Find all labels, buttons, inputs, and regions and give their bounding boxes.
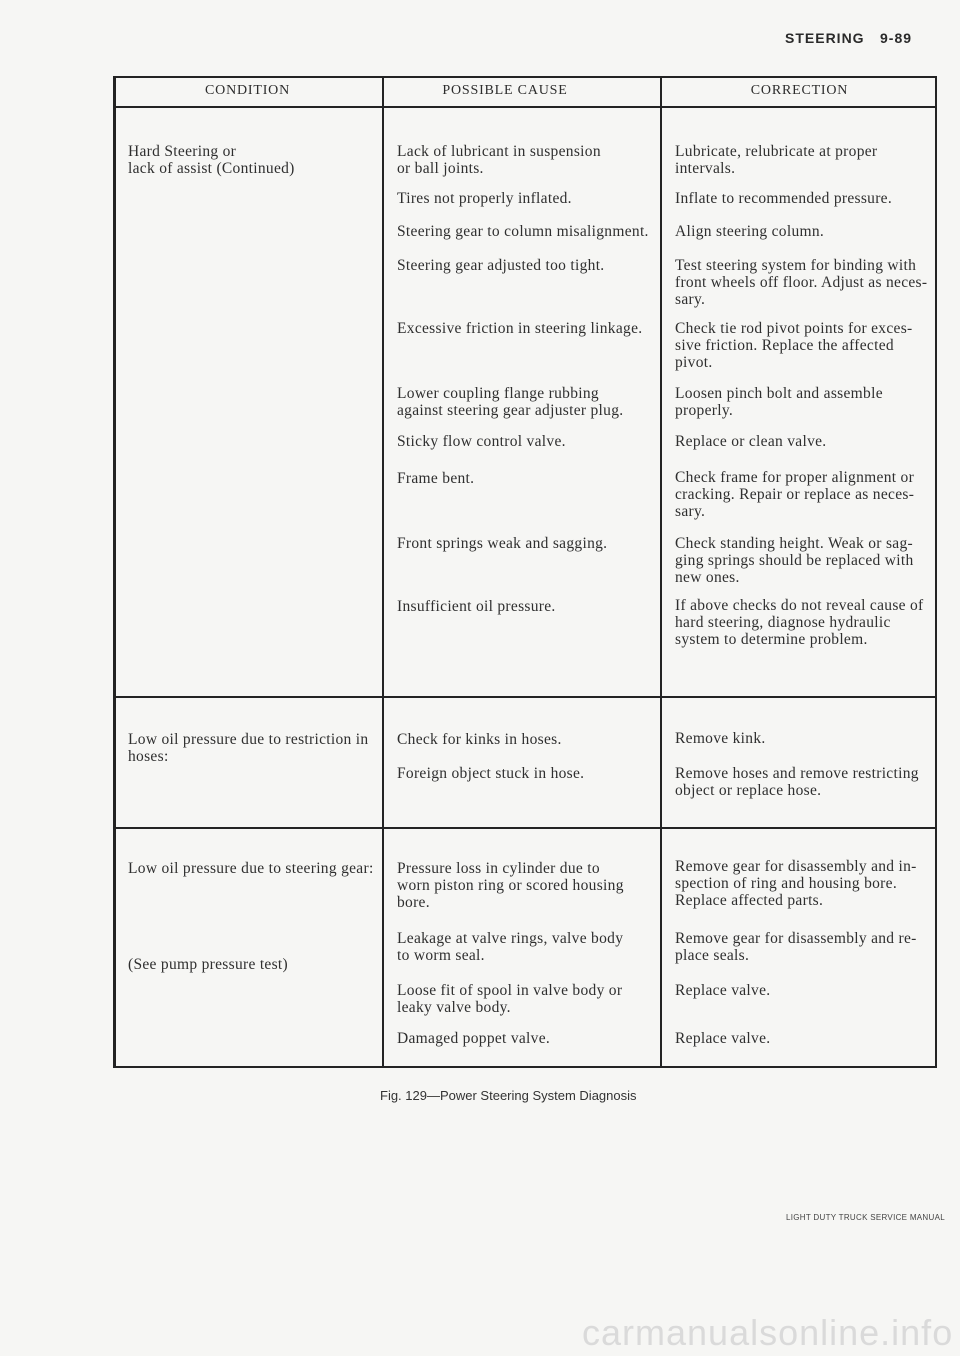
correction-text: Replace or clean valve. — [675, 433, 827, 450]
correction-text: Check standing height. Weak or sag- ging springs should be replaced with new ones. — [675, 535, 914, 586]
condition-text: Low oil pressure due to steering gear: — [128, 860, 374, 877]
cause-text: Steering gear adjusted too tight. — [397, 257, 605, 274]
correction-text: Check frame for proper alignment or cracking. Repair or replace as neces- sary. — [675, 469, 915, 520]
cause-text: Lower coupling flange rubbing against steering gear adjuster plug. — [397, 385, 624, 419]
cause-text: Insufficient oil pressure. — [397, 598, 556, 615]
correction-text: Test steering system for binding with front wheels off floor. Adjust as neces- sary. — [675, 257, 928, 308]
cause-text: Frame bent. — [397, 470, 475, 487]
page-number: 9-89 — [880, 30, 913, 46]
cause-text: Foreign object stuck in hose. — [397, 765, 585, 782]
cause-text: Loose fit of spool in valve body or leaky valve body. — [397, 982, 623, 1016]
correction-text: Check tie rod pivot points for exces- sive friction. Replace the affected pivot. — [675, 320, 913, 371]
section-divider — [113, 696, 937, 698]
condition-note: (See pump pressure test) — [128, 956, 289, 973]
header-correction: CORRECTION — [750, 83, 849, 98]
table-right-border — [935, 76, 937, 1068]
header-divider — [113, 106, 937, 108]
table-top-border — [113, 76, 937, 78]
cause-text: Front springs weak and sagging. — [397, 535, 608, 552]
condition-text: Hard Steering or lack of assist (Continued) — [128, 143, 295, 177]
section-divider — [113, 827, 937, 829]
section-title: STEERING — [785, 30, 865, 46]
cause-text: Check for kinks in hoses. — [397, 731, 562, 748]
correction-text: Inflate to recommended pressure. — [675, 190, 893, 207]
condition-text: Low oil pressure due to restriction in hoses: — [128, 731, 369, 765]
correction-text: If above checks do not reveal cause of hard steering, diagnose hydraulic system to determine problem. — [675, 597, 924, 648]
table-left-border — [113, 76, 116, 1068]
header-possible-cause: POSSIBLE CAUSE — [442, 83, 568, 98]
cause-text: Excessive friction in steering linkage. — [397, 320, 643, 337]
correction-text: Remove kink. — [675, 730, 766, 747]
correction-text: Remove gear for disassembly and re- place seals. — [675, 930, 917, 964]
header-condition: CONDITION — [205, 83, 290, 98]
cause-text: Damaged poppet valve. — [397, 1030, 551, 1047]
correction-text: Replace valve. — [675, 982, 771, 999]
correction-text: Loosen pinch bolt and assemble properly. — [675, 385, 883, 419]
cause-text: Sticky flow control valve. — [397, 433, 566, 450]
table-bottom-border — [113, 1066, 937, 1068]
correction-text: Replace valve. — [675, 1030, 771, 1047]
column-divider — [382, 76, 384, 1068]
cause-text: Pressure loss in cylinder due to worn piston ring or scored housing bore. — [397, 860, 624, 911]
manual-footer: LIGHT DUTY TRUCK SERVICE MANUAL — [786, 1213, 945, 1222]
watermark-text: carmanualsonline.info — [582, 1312, 954, 1353]
figure-caption: Fig. 129—Power Steering System Diagnosis — [380, 1088, 637, 1103]
correction-text: Remove gear for disassembly and in- spection of ring and housing bore. Replace affected parts. — [675, 858, 917, 909]
cause-text: Steering gear to column misalignment. — [397, 223, 649, 240]
cause-text: Leakage at valve rings, valve body to worm seal. — [397, 930, 624, 964]
column-divider — [660, 76, 662, 1068]
cause-text: Tires not properly inflated. — [397, 190, 572, 207]
correction-text: Lubricate, relubricate at proper intervals. — [675, 143, 878, 177]
correction-text: Remove hoses and remove restricting object or replace hose. — [675, 765, 919, 799]
correction-text: Align steering column. — [675, 223, 825, 240]
cause-text: Lack of lubricant in suspension or ball joints. — [397, 143, 601, 177]
